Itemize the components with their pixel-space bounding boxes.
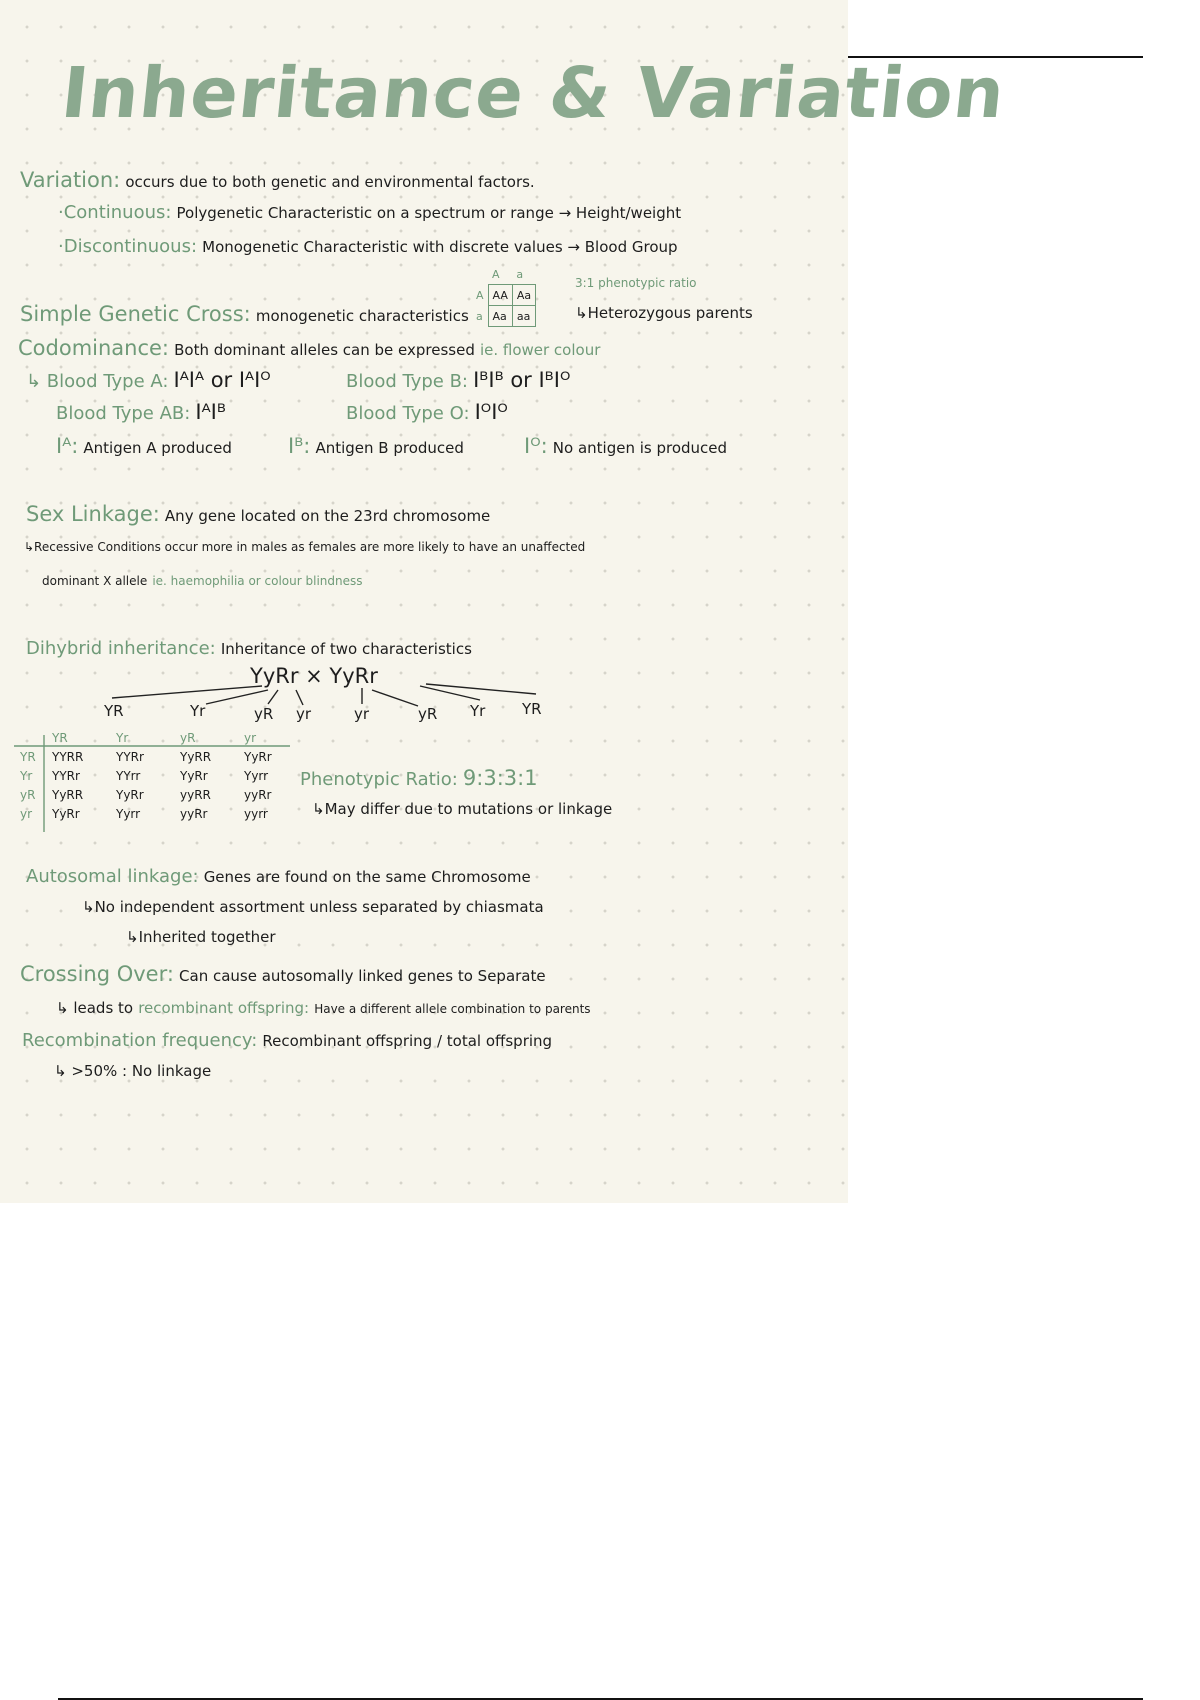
dihybrid-row-label: Yr (20, 768, 33, 783)
punnett-cell: Aa (488, 306, 512, 327)
simple-cross-def: monogenetic characteristics (255, 307, 469, 325)
crossing-over-line (20, 962, 546, 986)
phenotypic-ratio-value: 9:3:3:1 (462, 766, 538, 790)
codominance-example: ie. flower colour (479, 341, 601, 359)
dihybrid-header-cell: yr (244, 730, 257, 745)
dihybrid-row (14, 785, 302, 804)
antigen-a-def: Antigen A produced (83, 439, 232, 457)
dihybrid-cell: YyRr (116, 787, 144, 802)
dihybrid-cell: YyRR (180, 749, 212, 764)
continuous-def: Polygenetic Characteristic on a spectrum or range → Height/weight (176, 204, 682, 222)
dihybrid-header-cell: yR (180, 730, 196, 745)
phenotypic-ratio (300, 766, 538, 790)
sex-linkage-example: ie. haemophilia or colour blindness (152, 574, 363, 588)
dihybrid-row-label: yR (20, 787, 36, 802)
autosomal-term: Autosomal linkage: (26, 866, 199, 887)
gamete-label: yr (354, 705, 370, 723)
dihybrid-cell: YyRr (180, 768, 208, 783)
discontinuous-def: Monogenetic Characteristic with discrete values → Blood Group (202, 238, 678, 256)
crossing-over-term: Crossing Over: (20, 962, 174, 986)
variation-def: occurs due to both genetic and environmental factors. (125, 173, 535, 191)
dihybrid-row (14, 804, 302, 823)
dihybrid-cell: YyRr (244, 749, 272, 764)
blood-type-b-value: IᴮIᴮ or IᴮIᴼ (473, 368, 571, 392)
simple-cross-term: Simple Genetic Cross: (20, 302, 251, 326)
punnett-header-cell: A (492, 267, 500, 281)
dihybrid-header-cell: YR (52, 730, 68, 745)
sex-linkage-def: Any gene located on the 23rd chromosome (164, 507, 491, 525)
dihybrid-header-row (14, 728, 302, 747)
codominance-term: Codominance: (18, 336, 170, 360)
dihybrid-cell: YYRr (52, 768, 80, 783)
blood-type-ab-value: IᴬIᴮ (195, 400, 226, 424)
crossing-over-post: Have a different allele combination to parents (314, 1002, 591, 1016)
recombination-line (22, 1030, 552, 1051)
punnett-note: ↳Heterozygous parents (575, 304, 753, 322)
blood-type-b-label: Blood Type B: (346, 371, 469, 392)
blood-type-ab-label: Blood Type AB: (56, 403, 191, 424)
gamete-label: YR (104, 702, 124, 720)
punnett-cell: AA (488, 285, 512, 306)
dihybrid-row (14, 747, 302, 766)
antigen-o-def: No antigen is produced (552, 439, 728, 457)
dihybrid-cell: YYrr (116, 768, 141, 783)
dihybrid-cell: YYRr (116, 749, 144, 764)
gamete-label: yR (418, 705, 438, 723)
dihybrid-cell: Yyrr (244, 768, 269, 783)
punnett-header-cell: a (516, 267, 524, 281)
autosomal-def: Genes are found on the same Chromosome (203, 868, 531, 886)
antigen-o-label: Iᴼ: (524, 434, 548, 458)
dihybrid-cell: yyrr (244, 806, 268, 821)
punnett-ratio: 3:1 phenotypic ratio (575, 276, 697, 290)
phenotypic-ratio-label: Phenotypic Ratio: (300, 769, 458, 790)
gamete-label: Yr (190, 702, 206, 720)
dihybrid-row-label: yr (20, 806, 33, 821)
crossing-over-green: recombinant offspring: (138, 999, 310, 1017)
dihybrid-header-cell: Yr (116, 730, 129, 745)
gamete-label: yR (254, 705, 274, 723)
recombination-note: ↳ >50% : No linkage (54, 1062, 212, 1080)
dihybrid-def: Inheritance of two characteristics (220, 640, 472, 658)
discontinuous-term: ·Discontinuous: (58, 236, 198, 257)
punnett-row-label: A (476, 288, 484, 302)
blood-type-o-value: IᴼIᴼ (474, 400, 508, 424)
dihybrid-cell: yyRr (244, 787, 272, 802)
page-title: Inheritance & Variation (57, 52, 1010, 134)
dihybrid-cell: YYRR (52, 749, 84, 764)
gamete-label: Yr (470, 702, 486, 720)
antigen-a-label: Iᴬ: (56, 434, 79, 458)
crossing-over-pre: ↳ leads to (56, 999, 134, 1017)
punnett-cell: Aa (512, 285, 535, 306)
blood-type-o-label: Blood Type O: (346, 403, 470, 424)
variation-term: Variation: (20, 168, 121, 192)
autosomal-line (26, 866, 531, 887)
dihybrid-cell: yyRR (180, 787, 211, 802)
phenotypic-ratio-note: ↳May differ due to mutations or linkage (312, 800, 613, 818)
antigen-b-def: Antigen B produced (315, 439, 464, 457)
crossing-over-detail (56, 998, 591, 1017)
dihybrid-cell: yyRr (180, 806, 208, 821)
recombination-term: Recombination frequency: (22, 1030, 258, 1051)
gamete-label: YR (522, 700, 542, 718)
autosomal-line1: ↳No independent assortment unless separated by chiasmata (82, 898, 544, 916)
recombination-def: Recombinant offspring / total offspring (262, 1032, 553, 1050)
sex-linkage-term: Sex Linkage: (26, 502, 160, 526)
sex-linkage-line1: ↳Recessive Conditions occur more in males as females are more likely to have an unaffected (24, 540, 586, 554)
sex-linkage-allele: dominant X allele (42, 574, 148, 588)
antigen-b-label: Iᴮ: (288, 434, 311, 458)
blood-type-a-label: ↳ Blood Type A: (26, 371, 169, 392)
punnett-cell: aa (512, 306, 535, 327)
autosomal-line2: ↳Inherited together (126, 928, 276, 946)
gamete-label: yr (296, 705, 312, 723)
punnett-row-label: a (476, 309, 483, 323)
dihybrid-term: Dihybrid inheritance: (26, 638, 216, 659)
blood-type-a-value: IᴬIᴬ or IᴬIᴼ (173, 368, 271, 392)
dihybrid-cell: YyRr (52, 806, 80, 821)
continuous-term: ·Continuous: (58, 202, 172, 223)
dihybrid-cell: YyRR (52, 787, 84, 802)
dihybrid-row (14, 766, 302, 785)
dihybrid-row-label: YR (20, 749, 36, 764)
dihybrid-cross: YyRr × YyRr (250, 664, 378, 688)
dihybrid-punnett (14, 728, 302, 823)
dihybrid-cell: Yyrr (116, 806, 141, 821)
codominance-def: Both dominant alleles can be expressed (174, 341, 475, 359)
crossing-over-def: Can cause autosomally linked genes to Separate (179, 967, 546, 985)
